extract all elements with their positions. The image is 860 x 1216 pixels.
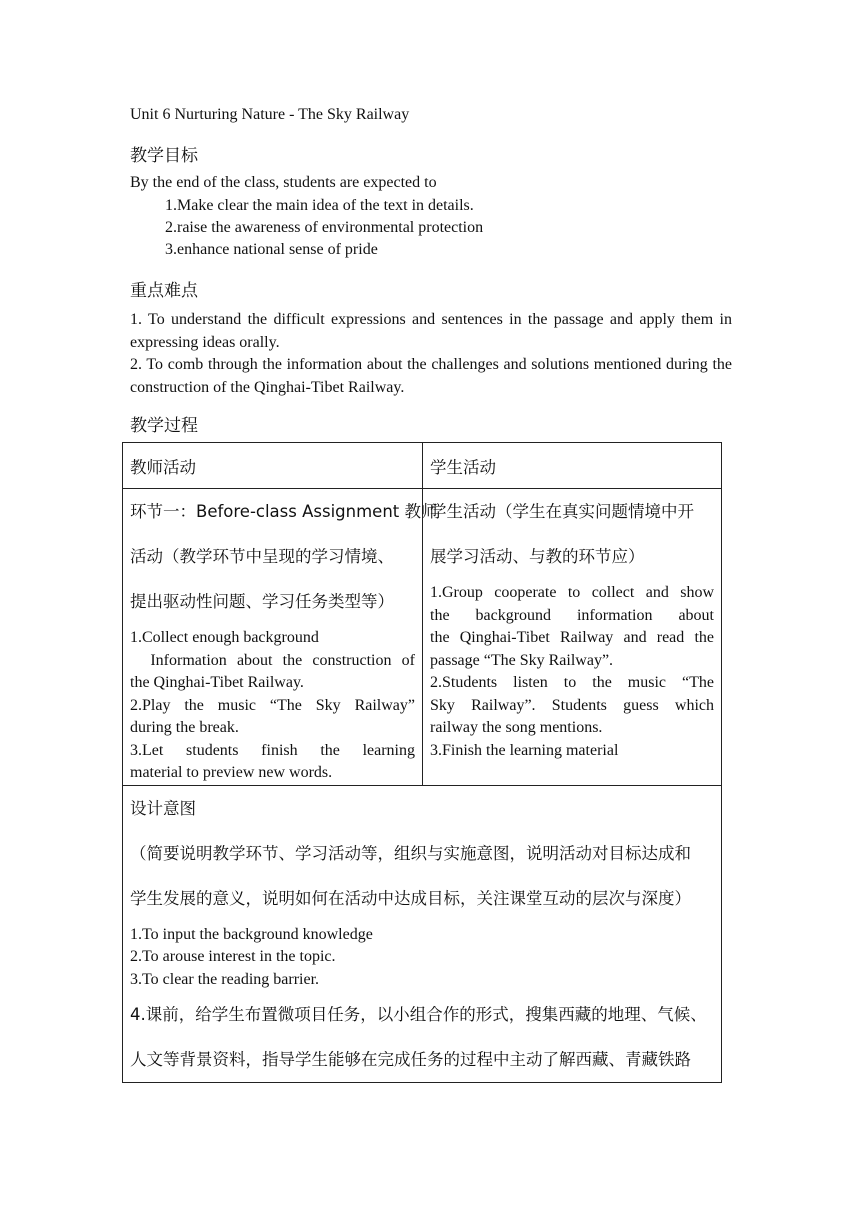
table-header-row [123,443,722,489]
list-item: 1.Collect enough background [130,629,319,646]
list-item: the Qinghai-Tibet Railway and read the [430,629,714,646]
keypoints-heading: 重点难点 [130,281,198,301]
design-intent-list [130,924,714,992]
list-item: passage “The Sky Railway”. [430,651,614,669]
list-item: Sky Railway”. Students guess which [430,696,714,714]
table-row [123,785,722,1083]
student-activity-list [430,582,714,762]
list-item: 3.Let students finish the learning [130,741,415,759]
student-activity-cell [423,489,722,786]
list-item: material to preview new words. [130,764,333,781]
design-intent-heading: 设计意图 [130,798,196,818]
list-item: 2.To arouse interest in the topic. [130,948,336,965]
objectives-heading: 教学目标 [130,146,198,166]
objective-item: 2.raise the awareness of environmental protection [165,219,484,236]
keypoint-item [130,309,732,354]
keypoint-text: 1. To understand the difficult expressions and sentences in the passage and apply them in expressing ideas orally. [130,311,732,351]
objectives-intro: By the end of the class, students are expected to [130,174,437,191]
process-heading: 教学过程 [130,416,198,436]
teacher-activity-list [130,627,415,785]
process-table [122,442,722,1083]
keypoint-item [130,354,732,399]
design-intent-cn-text: 4.课前，给学生布置微项目任务，以小组合作的形式，搜集西藏的地理、气候、 [130,1005,707,1024]
list-item: railway the song mentions. [430,719,603,736]
objective-item: 3.enhance national sense of pride [165,241,378,258]
list-item: 3.Finish the learning material [430,741,619,759]
design-intent-note: （简要说明教学环节、学习活动等，组织与实施意图，说明活动对目标达成和 [130,843,691,863]
list-item: the background information about [430,606,714,624]
teacher-cell-heading: 提出驱动性问题、学习任务类型等） [130,592,394,611]
list-item: 2.Play the music “The Sky Railway” [130,696,415,714]
keypoint-text: 2. To comb through the information about the challenges and solutions mentioned during the construction of the Qinghai-Tibet Railway. [130,356,732,396]
list-item: 3.To clear the reading barrier. [130,970,320,988]
table-row [123,489,722,786]
list-item: the Qinghai-Tibet Railway. [130,674,304,691]
header-teacher: 教师活动 [123,443,423,489]
list-item: Information about the construction of [130,651,415,669]
design-intent-cell [123,785,722,1083]
list-item: 2.Students listen to the music “The [430,674,714,691]
teacher-activity-cell [123,489,438,786]
objective-item: 1.Make clear the main idea of the text in details. [165,197,474,214]
list-item: 1.To input the background knowledge [130,925,373,943]
teacher-cell-heading: 环节一：Before-class Assignment 教师 [130,502,438,521]
header-student: 学生活动 [423,443,722,489]
list-item: 1.Group cooperate to collect and show [430,584,714,601]
student-cell-heading: 展学习活动、与教的环节应） [430,547,645,566]
design-intent-cn-text: 人文等背景资料，指导学生能够在完成任务的过程中主动了解西藏、青藏铁路 [130,1050,691,1069]
teacher-cell-heading: 活动（教学环节中呈现的学习情境、 [130,547,394,566]
student-cell-heading: 学生活动（学生在真实问题情境中开 [430,502,694,521]
design-intent-note: 学生发展的意义，说明如何在活动中达成目标，关注课堂互动的层次与深度） [130,888,691,908]
list-item: during the break. [130,719,239,736]
page-title: Unit 6 Nurturing Nature - The Sky Railway [130,106,410,123]
